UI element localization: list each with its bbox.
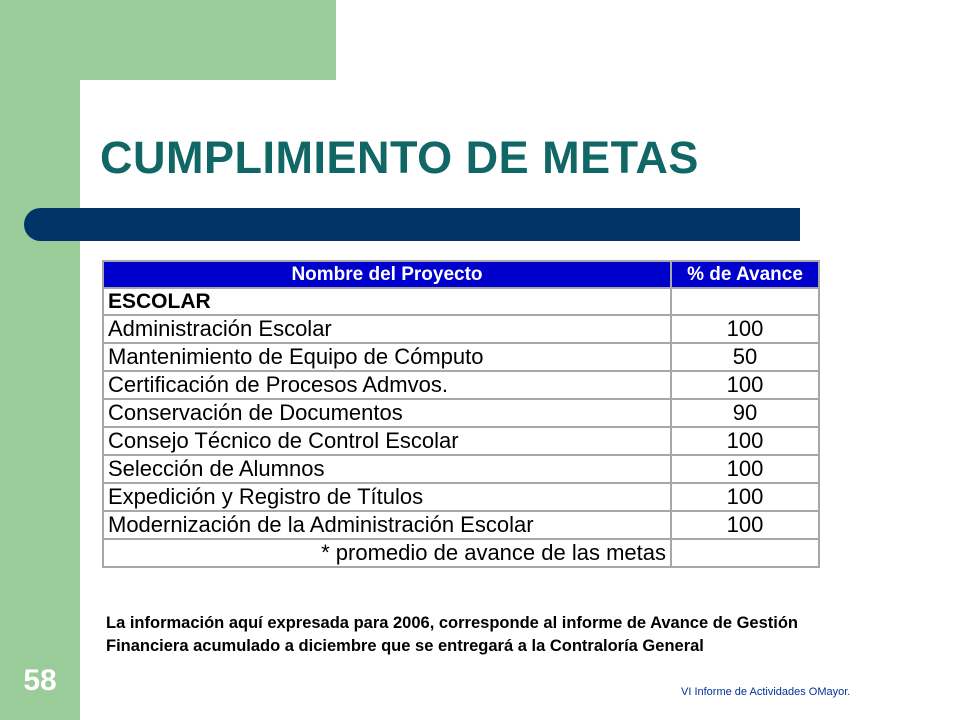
project-name: Consejo Técnico de Control Escolar bbox=[104, 428, 670, 454]
page-number: 58 bbox=[23, 664, 57, 697]
project-progress: 100 bbox=[672, 316, 818, 342]
section-label: ESCOLAR bbox=[104, 289, 670, 314]
table-row bbox=[104, 512, 818, 538]
goals-table bbox=[102, 260, 820, 568]
project-progress: 100 bbox=[672, 428, 818, 454]
table-row bbox=[104, 484, 818, 510]
project-progress: 100 bbox=[672, 372, 818, 398]
project-name: Mantenimiento de Equipo de Cómputo bbox=[104, 344, 670, 370]
header-project-name: Nombre del Proyecto bbox=[104, 262, 670, 287]
green-top-band bbox=[0, 0, 336, 80]
project-progress: 50 bbox=[672, 344, 818, 370]
average-row bbox=[104, 540, 818, 566]
project-progress: 100 bbox=[672, 484, 818, 510]
table-row bbox=[104, 400, 818, 426]
table-header-row bbox=[104, 262, 818, 287]
project-name: Expedición y Registro de Títulos bbox=[104, 484, 670, 510]
header-progress: % de Avance bbox=[672, 262, 818, 287]
footer-text: VI Informe de Actividades OMayor. bbox=[681, 686, 851, 698]
average-value bbox=[672, 540, 818, 566]
title-underline-bar bbox=[24, 208, 800, 241]
table-row bbox=[104, 428, 818, 454]
section-row bbox=[104, 289, 818, 314]
page-title: CUMPLIMIENTO DE METAS bbox=[100, 132, 699, 183]
info-note: La información aquí expresada para 2006, corresponde al informe de Avance de Gestión Financiera acumulado a diciembre que se entregará a la Contraloría General bbox=[106, 614, 799, 655]
project-name: Conservación de Documentos bbox=[104, 400, 670, 426]
table-row bbox=[104, 316, 818, 342]
project-name: Modernización de la Administración Escolar bbox=[104, 512, 670, 538]
project-progress: 100 bbox=[672, 512, 818, 538]
table-row bbox=[104, 456, 818, 482]
average-label: * promedio de avance de las metas bbox=[104, 540, 670, 566]
table-row bbox=[104, 344, 818, 370]
project-name: Administración Escolar bbox=[104, 316, 670, 342]
section-value bbox=[672, 289, 818, 314]
table-row bbox=[104, 372, 818, 398]
project-progress: 100 bbox=[672, 456, 818, 482]
project-progress: 90 bbox=[672, 400, 818, 426]
project-name: Certificación de Procesos Admvos. bbox=[104, 372, 670, 398]
goals-table-container bbox=[102, 260, 820, 568]
green-sidebar bbox=[0, 0, 80, 720]
project-name: Selección de Alumnos bbox=[104, 456, 670, 482]
